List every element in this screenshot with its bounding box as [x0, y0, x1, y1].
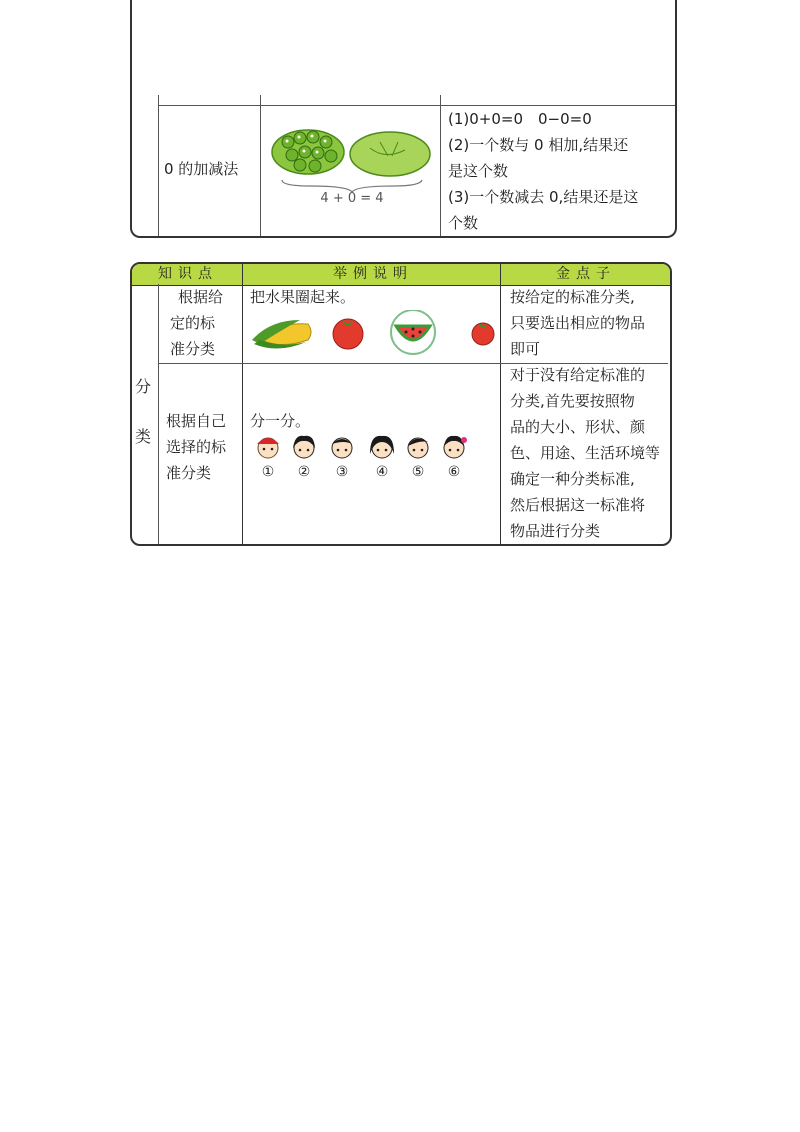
corn-icon: [252, 320, 311, 349]
face-number-label: ⑥: [447, 464, 461, 480]
tip-line: 品的大小、形状、颜: [510, 418, 646, 436]
column-divider: [260, 95, 261, 236]
column-divider: [158, 95, 159, 236]
header-golden-tips: 金点子: [556, 266, 616, 282]
tip-line: 只要选出相应的物品: [510, 314, 646, 332]
child-face-icon: [332, 438, 352, 458]
notes-line: 是这个数: [448, 162, 509, 180]
tip-line: 确定一种分类标准,: [510, 470, 635, 488]
table-header: [132, 264, 670, 286]
topic-zero-add-subtract: 0 的加减法: [164, 160, 239, 178]
notes-line: (2)一个数与 0 相加,结果还: [448, 136, 629, 154]
topic-given-standard: 准分类: [170, 340, 216, 358]
tip-line: 分类,首先要按照物: [510, 392, 635, 410]
face-number-label: ⑤: [411, 464, 425, 480]
header-knowledge-point: 知识点: [158, 266, 218, 282]
face-number-label: ④: [375, 464, 389, 480]
topic-own-standard: 选择的标: [166, 438, 227, 456]
example-instruction: 分一分。: [250, 412, 311, 430]
face-number-label: ③: [335, 464, 349, 480]
child-face-icon: [370, 436, 394, 458]
column-divider: [158, 284, 159, 544]
notes-line: (3)一个数减去 0,结果还是这: [448, 188, 639, 206]
tip-line: 对于没有给定标准的: [510, 366, 646, 384]
face-number-label: ①: [261, 464, 275, 480]
equation-text: 4 + 0 = 4: [320, 191, 384, 206]
tomato-icon: [472, 323, 494, 345]
tip-line: 即可: [510, 340, 541, 358]
tip-line: 色、用途、生活环境等: [510, 444, 661, 462]
tip-line: 然后根据这一标准将: [510, 496, 646, 514]
topic-given-standard: 定的标: [170, 314, 216, 332]
topic-own-standard: 根据自己: [166, 412, 227, 430]
tip-line: 按给定的标准分类,: [510, 288, 635, 306]
children-faces-illustration: [254, 432, 474, 462]
addition-subtraction-table: [130, 0, 675, 238]
example-instruction: 把水果圈起来。: [250, 288, 356, 306]
child-face-icon: [444, 436, 467, 458]
watermelon-icon: [391, 310, 435, 354]
column-divider: [500, 262, 501, 544]
child-face-icon: [408, 438, 428, 458]
column-divider: [440, 95, 441, 236]
header-examples: 举例说明: [333, 266, 413, 282]
face-number-label: ②: [297, 464, 311, 480]
tip-line: 物品进行分类: [510, 522, 601, 540]
fruit-illustration: [248, 310, 498, 360]
topic-own-standard: 准分类: [166, 464, 212, 482]
notes-line: 个数: [448, 214, 479, 232]
column-divider: [242, 262, 243, 544]
tomato-icon: [333, 319, 363, 349]
child-face-icon: [293, 436, 315, 458]
child-face-icon: [257, 438, 279, 458]
category-char: 分: [135, 377, 152, 396]
frog-lily-pad-illustration: [270, 120, 435, 210]
category-char: 类: [135, 427, 152, 446]
classification-table: [130, 262, 670, 544]
row-divider: [158, 105, 675, 106]
notes-line: (1)0+0=0 0−0=0: [448, 110, 592, 128]
topic-given-standard: 根据给: [178, 288, 224, 306]
